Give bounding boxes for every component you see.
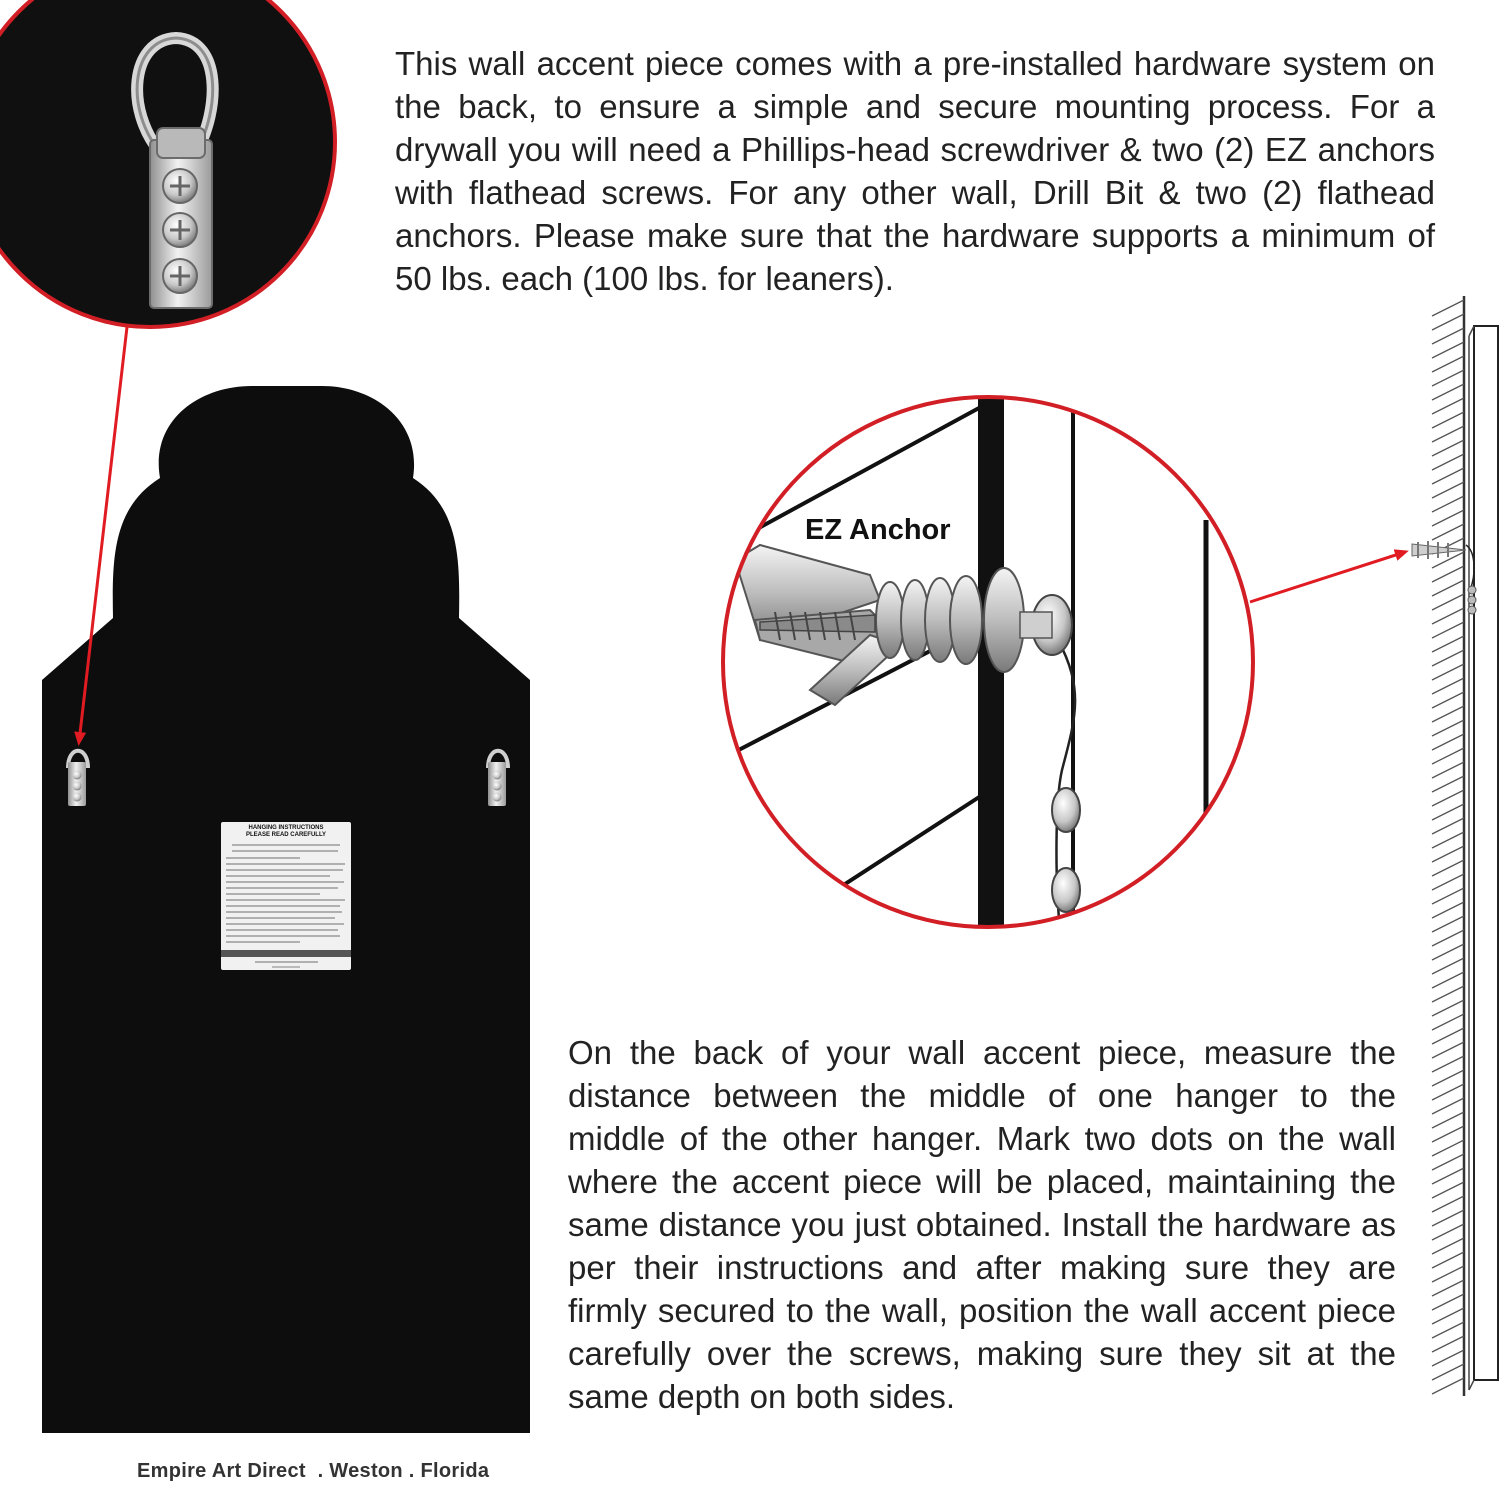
wall-hatch-mark — [1432, 902, 1464, 918]
wall-hatch-mark — [1432, 790, 1464, 806]
wall-hatch-mark — [1432, 1182, 1464, 1198]
wall-hatch-mark — [1432, 1266, 1464, 1282]
wall-hatch-mark — [1432, 972, 1464, 988]
wall-hatch-mark — [1432, 804, 1464, 820]
ez-anchor-small-icon — [1412, 541, 1476, 614]
wall-hatch-mark — [1432, 986, 1464, 1002]
screw-head-icon — [163, 169, 197, 203]
wall-hatch-mark — [1432, 524, 1464, 540]
screw-head-icon — [163, 259, 197, 293]
wall-hatch-mark — [1432, 776, 1464, 792]
arrow-icon — [1250, 552, 1405, 602]
wall-hatch-mark — [1432, 860, 1464, 876]
wall-hatch-mark — [1432, 328, 1464, 344]
wall-hatch-mark — [1432, 1322, 1464, 1338]
wall-hatch-mark — [1432, 1294, 1464, 1310]
wall-hatch-mark — [1432, 944, 1464, 960]
wall-hatch-mark — [1432, 398, 1464, 414]
wall-hatch-mark — [1432, 1252, 1464, 1268]
instruction-label-subheading: PLEASE READ CAREFULLY — [245, 832, 327, 838]
wall-hatch-mark — [1432, 888, 1464, 904]
wall-hatch-mark — [1432, 454, 1464, 470]
wall-hatch-mark — [1432, 608, 1464, 624]
wall-hatch-mark — [1432, 622, 1464, 638]
wall-hatch-mark — [1432, 1280, 1464, 1296]
wall-hatch-mark — [1432, 566, 1464, 582]
ez-anchor-label: EZ Anchor — [805, 514, 951, 546]
wall-hatch-mark — [1432, 482, 1464, 498]
wall-hatch-mark — [1432, 1112, 1464, 1128]
wall-hatch-mark — [1432, 300, 1464, 316]
wall-hatch-mark — [1432, 1154, 1464, 1170]
wall-hatch-mark — [1432, 1126, 1464, 1142]
wall-hatch-mark — [1432, 832, 1464, 848]
wall-hatch-mark — [1432, 580, 1464, 596]
wall-hatch-mark — [1432, 706, 1464, 722]
wall-hatch-mark — [1432, 762, 1464, 778]
wall-hatch-mark — [1432, 1042, 1464, 1058]
wall-hatch-mark — [1432, 426, 1464, 442]
wall-hatch-mark — [1432, 342, 1464, 358]
wall-hatch-mark — [1432, 1056, 1464, 1072]
wall-hatch-mark — [1432, 370, 1464, 386]
instruction-label-heading: HANGING INSTRUCTIONS — [248, 825, 324, 831]
wall-hatch-mark — [1432, 930, 1464, 946]
company-footer: Empire Art Direct . Weston . Florida — [137, 1460, 490, 1482]
wall-hatch-mark — [1432, 664, 1464, 680]
wall-hatch-mark — [1432, 692, 1464, 708]
wall-piece-profile — [1469, 326, 1498, 1390]
wall-hatch-mark — [1432, 748, 1464, 764]
wall-hatch-mark — [1432, 1224, 1464, 1240]
wall-hatch-icon — [1432, 296, 1464, 1396]
wall-hatch-mark — [1432, 1000, 1464, 1016]
wall-hatch-mark — [1432, 1364, 1464, 1380]
wall-hatch-mark — [1432, 496, 1464, 512]
wall-hatch-mark — [1432, 1336, 1464, 1352]
wall-hatch-mark — [1432, 1084, 1464, 1100]
anchor-zoom-circle — [700, 380, 1253, 960]
wall-hatch-mark — [1432, 1014, 1464, 1030]
wall-hatch-mark — [1432, 958, 1464, 974]
screw-head-icon — [163, 213, 197, 247]
wall-hatch-mark — [1432, 594, 1464, 610]
wall-hatch-mark — [1432, 356, 1464, 372]
wall-hatch-mark — [1432, 734, 1464, 750]
wall-hatch-mark — [1432, 1378, 1464, 1394]
hanger-zoom-circle — [0, 0, 340, 330]
wall-hatch-mark — [1432, 384, 1464, 400]
instructions-paragraph: On the back of your wall accent piece, measure the distance between the middle of one hanger to the middle of the other hanger. Mark two dots on the wall where the accent piece will be placed, maintaining the same distance you just obtained. Install the hardware as per their instructions and after making sure they are firmly secured to the wall, position the wall accent piece carefully over the screws, making sure they sit at the same depth on both sides. — [568, 1034, 1396, 1415]
wall-hatch-mark — [1432, 818, 1464, 834]
instruction-label — [221, 822, 351, 970]
wall-hatch-mark — [1432, 440, 1464, 456]
wall-hatch-mark — [1432, 1028, 1464, 1044]
wall-hatch-mark — [1432, 1098, 1464, 1114]
wall-hatch-mark — [1432, 510, 1464, 526]
wall-hatch-mark — [1432, 1308, 1464, 1324]
wall-hatch-mark — [1432, 314, 1464, 330]
wall-hatch-mark — [1432, 1168, 1464, 1184]
wall-hatch-mark — [1432, 916, 1464, 932]
wall-hatch-mark — [1432, 412, 1464, 428]
wall-hatch-mark — [1432, 1350, 1464, 1366]
wall-hatch-mark — [1432, 1210, 1464, 1226]
intro-paragraph: This wall accent piece comes with a pre-installed hardware system on the back, to ensure a simple and secure mounting process. For a drywall you will need a Phillips-head screwdriver & two (2) EZ anchors with flathead screws. For any other wall, Drill Bit & two (2) flathead anchors. Please make sure that the hardware supports a minimum of 50 lbs. each (100 lbs. for leaners). — [395, 45, 1435, 297]
wall-hatch-mark — [1432, 678, 1464, 694]
wall-hatch-mark — [1432, 468, 1464, 484]
wall-hatch-mark — [1432, 636, 1464, 652]
wall-hatch-mark — [1432, 650, 1464, 666]
wall-hatch-mark — [1432, 1196, 1464, 1212]
wall-hatch-mark — [1432, 874, 1464, 890]
wall-hatch-mark — [1432, 1140, 1464, 1156]
wall-hatch-mark — [1432, 720, 1464, 736]
wall-hatch-mark — [1432, 846, 1464, 862]
wall-hatch-mark — [1432, 1070, 1464, 1086]
wall-hatch-mark — [1432, 1238, 1464, 1254]
